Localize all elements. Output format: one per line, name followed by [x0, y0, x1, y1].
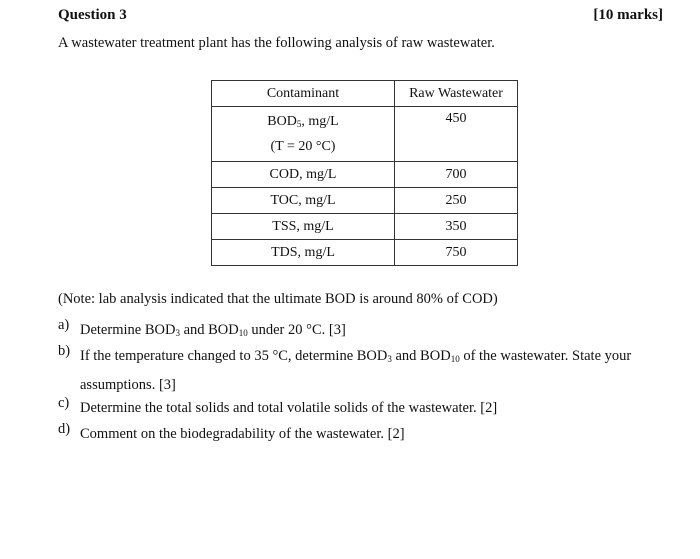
header-raw-wastewater: Raw Wastewater	[395, 81, 518, 107]
question-marks: [10 marks]	[593, 7, 663, 23]
part-label: b)	[58, 343, 71, 359]
contaminant-cell: TDS, mg/L	[212, 240, 395, 266]
lab-note: (Note: lab analysis indicated that the ultimate BOD is around 80% of COD)	[58, 291, 498, 307]
part-text: Comment on the biodegradability of the wastewater. [2]	[80, 426, 405, 442]
header-contaminant: Contaminant	[212, 81, 395, 107]
part-label: d)	[58, 421, 71, 437]
part-label: a)	[58, 317, 70, 333]
table-row	[212, 162, 518, 188]
part-text: Determine the total solids and total volatile solids of the wastewater. [2]	[80, 400, 498, 416]
part-d	[58, 421, 670, 447]
part-text-continued: assumptions. [3]	[80, 377, 176, 393]
question-title: Question 3	[58, 7, 127, 23]
part-label: c)	[58, 395, 70, 411]
question-intro: A wastewater treatment plant has the following analysis of raw wastewater.	[58, 35, 495, 51]
table-row	[212, 240, 518, 266]
value-cell: 250	[395, 188, 518, 214]
table-row	[212, 107, 518, 162]
table-header-row	[212, 81, 518, 107]
question-parts	[58, 317, 670, 447]
part-text: If the temperature changed to 35 °C, determine $BOD_3$ and $BOD_{10}$ of the wastewater. State your	[80, 348, 632, 364]
value-cell: 750	[395, 240, 518, 266]
part-c	[58, 395, 670, 421]
question-header	[58, 7, 663, 27]
value-cell: 450	[395, 107, 518, 162]
table-row	[212, 214, 518, 240]
bod5-label: $BOD_5$, mg/L	[267, 114, 339, 129]
value-cell: 350	[395, 214, 518, 240]
contaminant-cell	[212, 107, 395, 162]
contaminant-cell: TSS, mg/L	[212, 214, 395, 240]
value-cell: 700	[395, 162, 518, 188]
table-row	[212, 188, 518, 214]
part-b	[58, 343, 670, 395]
part-a	[58, 317, 670, 343]
contaminant-cell: TOC, mg/L	[212, 188, 395, 214]
contaminant-cell: COD, mg/L	[212, 162, 395, 188]
bod5-temperature: (T = 20 °C)	[270, 139, 336, 154]
wastewater-analysis-table	[211, 80, 518, 266]
part-text: Determine $BOD_3$ and $BOD_{10}$ under 20 °C. [3]	[80, 322, 346, 338]
